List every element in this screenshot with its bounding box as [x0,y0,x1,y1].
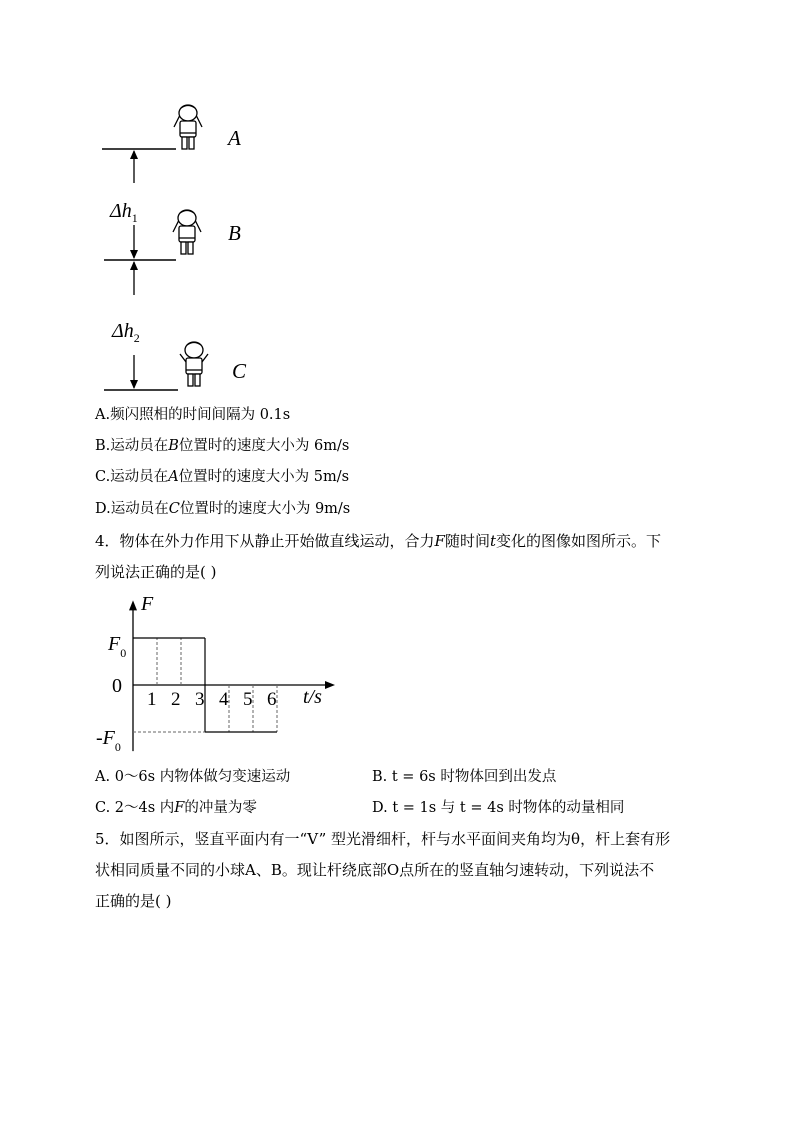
x-axis-label: t/s [303,686,322,708]
x-tick-label: 5 [243,689,253,710]
arrow-up-icon [130,261,138,270]
y-tick-label-neg-f0: $-F_0$ [96,727,121,754]
x-tick-label: 6 [267,689,277,710]
q5-stem-line1: 5．如图所示，竖直平面内有一“V” 型光滑细杆，杆与水平面间夹角均为θ，杆上套有形 [95,830,671,848]
y-tick-label-f0: $F_0$ [108,633,127,660]
y-axis-label: F [141,593,154,615]
athlete-icon [180,342,208,386]
arrow-down-icon [130,250,138,259]
q3-option-d: D.运动员在C位置时的速度大小为 9m/s [95,501,351,517]
x-axis-arrow-icon [325,681,335,689]
force-time-chart [90,590,340,760]
position-label-b: B [228,221,241,245]
q3-option-b: B.运动员在B位置时的速度大小为 6m/s [95,438,350,454]
arrow-down-icon [130,380,138,389]
position-label-a: A [228,126,241,150]
q4-stem-line2: 列说法正确的是( ) [95,563,217,581]
athlete-icon [174,105,202,149]
athlete-icon [173,210,201,254]
y-tick-sub: 0 [114,740,121,754]
strobe-figure [90,95,270,400]
y-axis-arrow-icon [129,600,137,610]
delta-h1-label: $\Delta h_1$ [110,200,138,225]
q4-option-c: C. 2～4s 内F的冲量为零 [95,800,257,816]
q3-option-c: C.运动员在A位置时的速度大小为 5m/s [95,469,350,485]
position-label-c: C [232,359,247,383]
delta-h2-label: $\Delta h_2$ [112,320,140,345]
arrow-up-icon [130,150,138,159]
y-tick-label-zero: 0 [112,675,122,697]
x-tick-label: 4 [219,689,229,710]
q4-option-a: A. 0～6s 内物体做匀变速运动 [95,769,291,785]
y-tick-sub: 0 [120,646,127,660]
q5-stem-line2: 状相同质量不同的小球A、B。现让杆绕底部O点所在的竖直轴匀速转动，下列说法不 [95,861,655,879]
q5-stem-line3: 正确的是( ) [95,892,172,910]
x-tick-label: 1 [147,689,157,710]
q4-option-d: D. t = 1s 与 t = 4s 时物体的动量相同 [372,800,625,816]
q4-stem-line1: 4．物体在外力作用下从静止开始做直线运动，合力F随时间t变化的图像如图所示。下 [95,532,662,550]
q3-option-a: A.频闪照相的时间间隔为 0.1s [95,407,291,423]
q4-option-b: B. t = 6s 时物体回到出发点 [372,769,557,785]
x-tick-label: 3 [195,689,205,710]
x-tick-label: 2 [171,689,181,710]
